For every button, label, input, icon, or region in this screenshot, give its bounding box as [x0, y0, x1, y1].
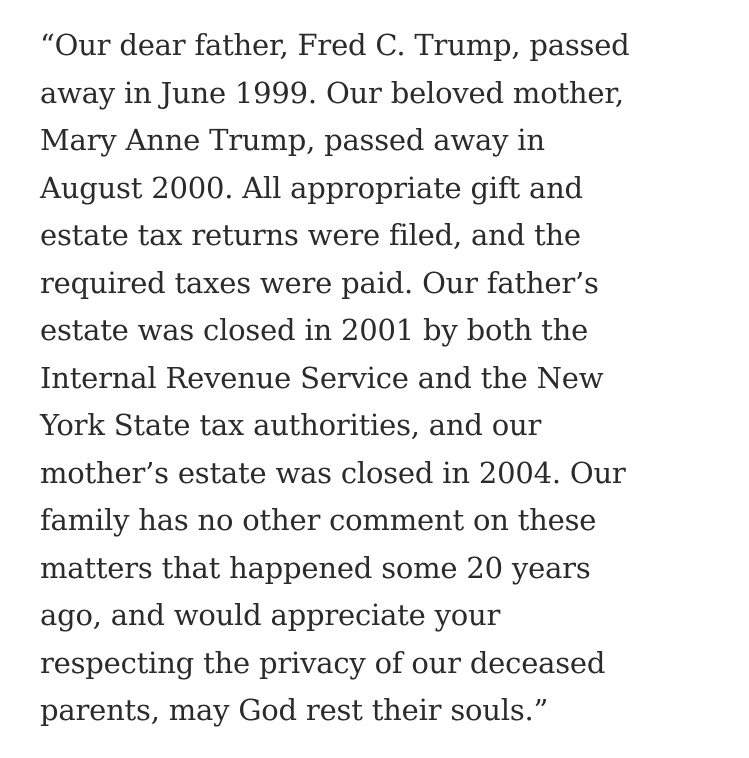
quote-line-5: estate tax returns were filed, and the	[40, 218, 581, 252]
quote-line-3: Mary Anne Trump, passed away in	[40, 123, 545, 157]
quote-line-14: respecting the privacy of our deceased	[40, 645, 606, 680]
quote-line-10: mother’s estate was closed in 2004. Our	[40, 455, 626, 490]
quote-line-4: August 2000. All appropriate gift and	[40, 170, 583, 205]
quote-line-11: family has no other comment on these	[40, 503, 597, 537]
quote-line-15: parents, may God rest their souls.”	[40, 693, 549, 727]
quote-line-1: “Our dear father, Fred C. Trump, passed	[40, 28, 630, 62]
quote-line-2: away in June 1999. Our beloved mother,	[40, 75, 624, 110]
quote-line-6: required taxes were paid. Our father’s	[40, 265, 599, 300]
quote-line-8: Internal Revenue Service and the New	[40, 360, 604, 395]
quote-line-12: matters that happened some 20 years	[40, 550, 591, 585]
quote-line-7: estate was closed in 2001 by both the	[40, 313, 589, 347]
quote-line-13: ago, and would appreciate your	[40, 598, 501, 632]
statement-quote	[40, 22, 740, 735]
quote-line-9: York State tax authorities, and our	[40, 408, 542, 442]
